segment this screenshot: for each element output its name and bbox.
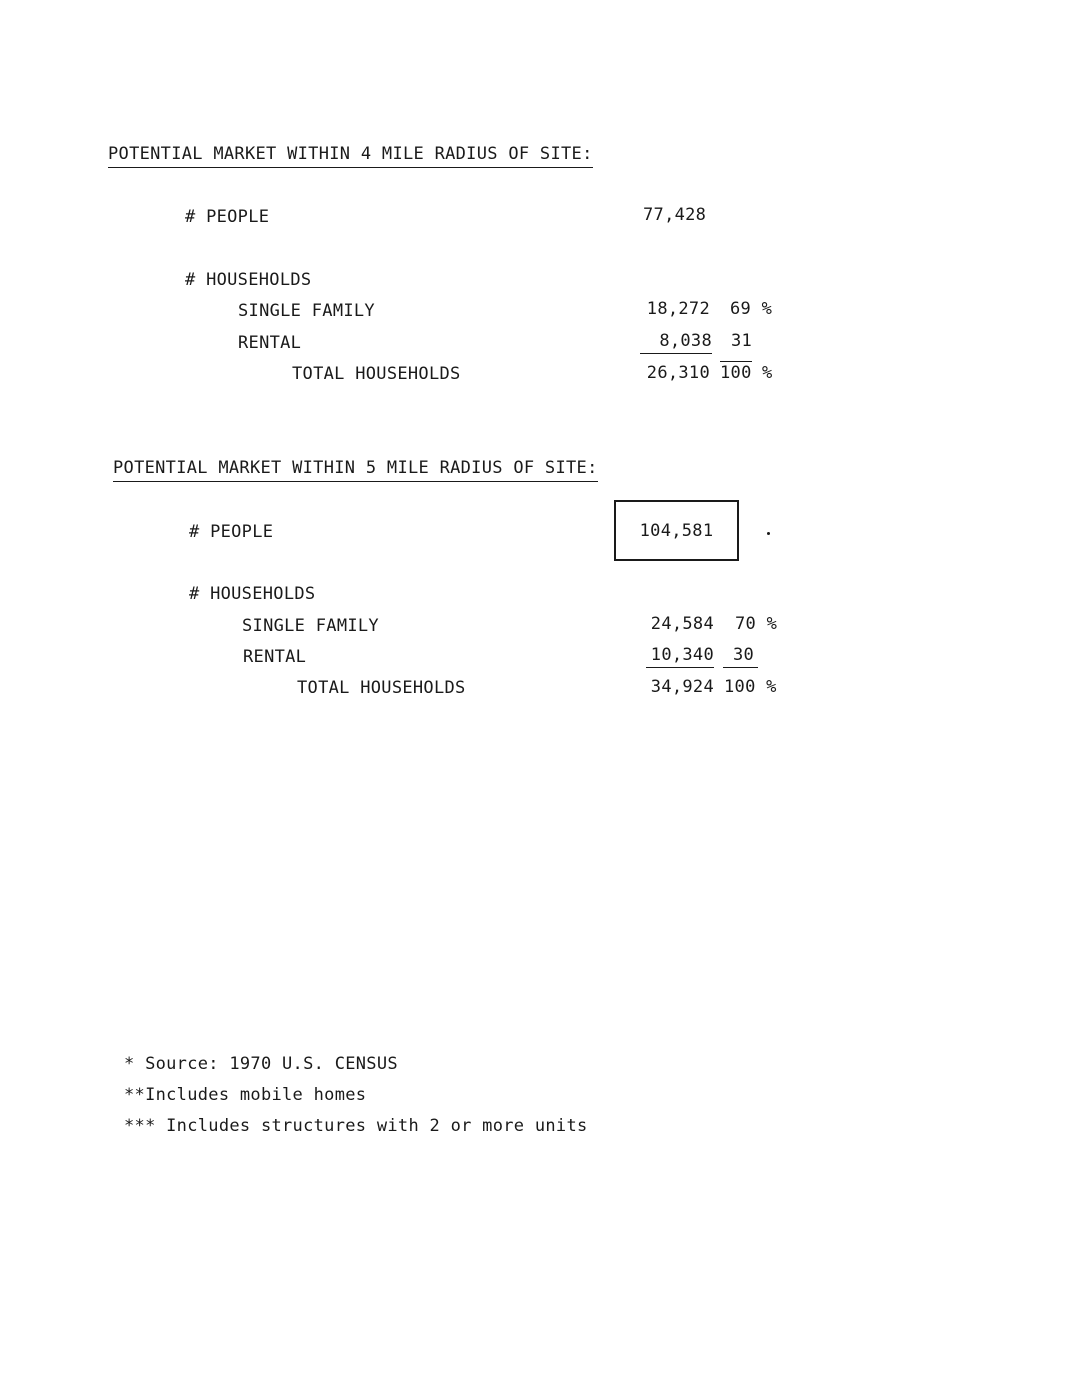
rental-label-5mi: RENTAL <box>243 647 307 667</box>
people-value-5mi-box <box>614 500 739 561</box>
single-family-label-4mi: SINGLE FAMILY <box>238 301 375 321</box>
rental-value-5mi: 10,340 <box>646 645 714 668</box>
rental-pct-4mi: 31 <box>731 331 753 351</box>
people-value-4mi: 77,428 <box>643 205 707 225</box>
total-households-pct-5mi: 100 % <box>724 677 777 697</box>
total-households-pct-4mi: 100 <box>720 363 752 383</box>
households-label-4mi: # HOUSEHOLDS <box>185 270 312 290</box>
section-5mi-title: POTENTIAL MARKET WITHIN 5 MILE RADIUS OF SITE: <box>113 458 598 482</box>
single-family-pct-5mi: 70 % <box>735 614 778 634</box>
total-households-value-5mi: 34,924 <box>650 677 714 697</box>
footnote-mobile-homes: **Includes mobile homes <box>124 1085 367 1105</box>
people-value-5mi: 104,581 <box>639 520 714 541</box>
people-label-4mi: # PEOPLE <box>185 207 270 227</box>
rental-label-4mi: RENTAL <box>238 333 302 353</box>
total-households-value-4mi: 26,310 <box>646 363 710 383</box>
single-family-value-4mi: 18,272 <box>646 299 710 319</box>
stray-dot-mark <box>767 532 770 535</box>
rental-value-4mi: 8,038 <box>640 331 712 354</box>
households-label-5mi: # HOUSEHOLDS <box>189 584 316 604</box>
single-family-pct-4mi: 69 % <box>730 299 773 319</box>
rental-pct-5mi: 30 <box>723 645 758 668</box>
single-family-value-5mi: 24,584 <box>650 614 714 634</box>
total-households-pct-sign-4mi: % <box>762 363 773 383</box>
footnote-structures: *** Includes structures with 2 or more units <box>124 1116 588 1136</box>
total-households-label-4mi: TOTAL HOUSEHOLDS <box>292 364 461 384</box>
section-4mi-title: POTENTIAL MARKET WITHIN 4 MILE RADIUS OF SITE: <box>108 144 593 168</box>
total-households-label-5mi: TOTAL HOUSEHOLDS <box>297 678 466 698</box>
people-label-5mi: # PEOPLE <box>189 522 274 542</box>
footnote-source: * Source: 1970 U.S. CENSUS <box>124 1054 398 1074</box>
single-family-label-5mi: SINGLE FAMILY <box>242 616 379 636</box>
